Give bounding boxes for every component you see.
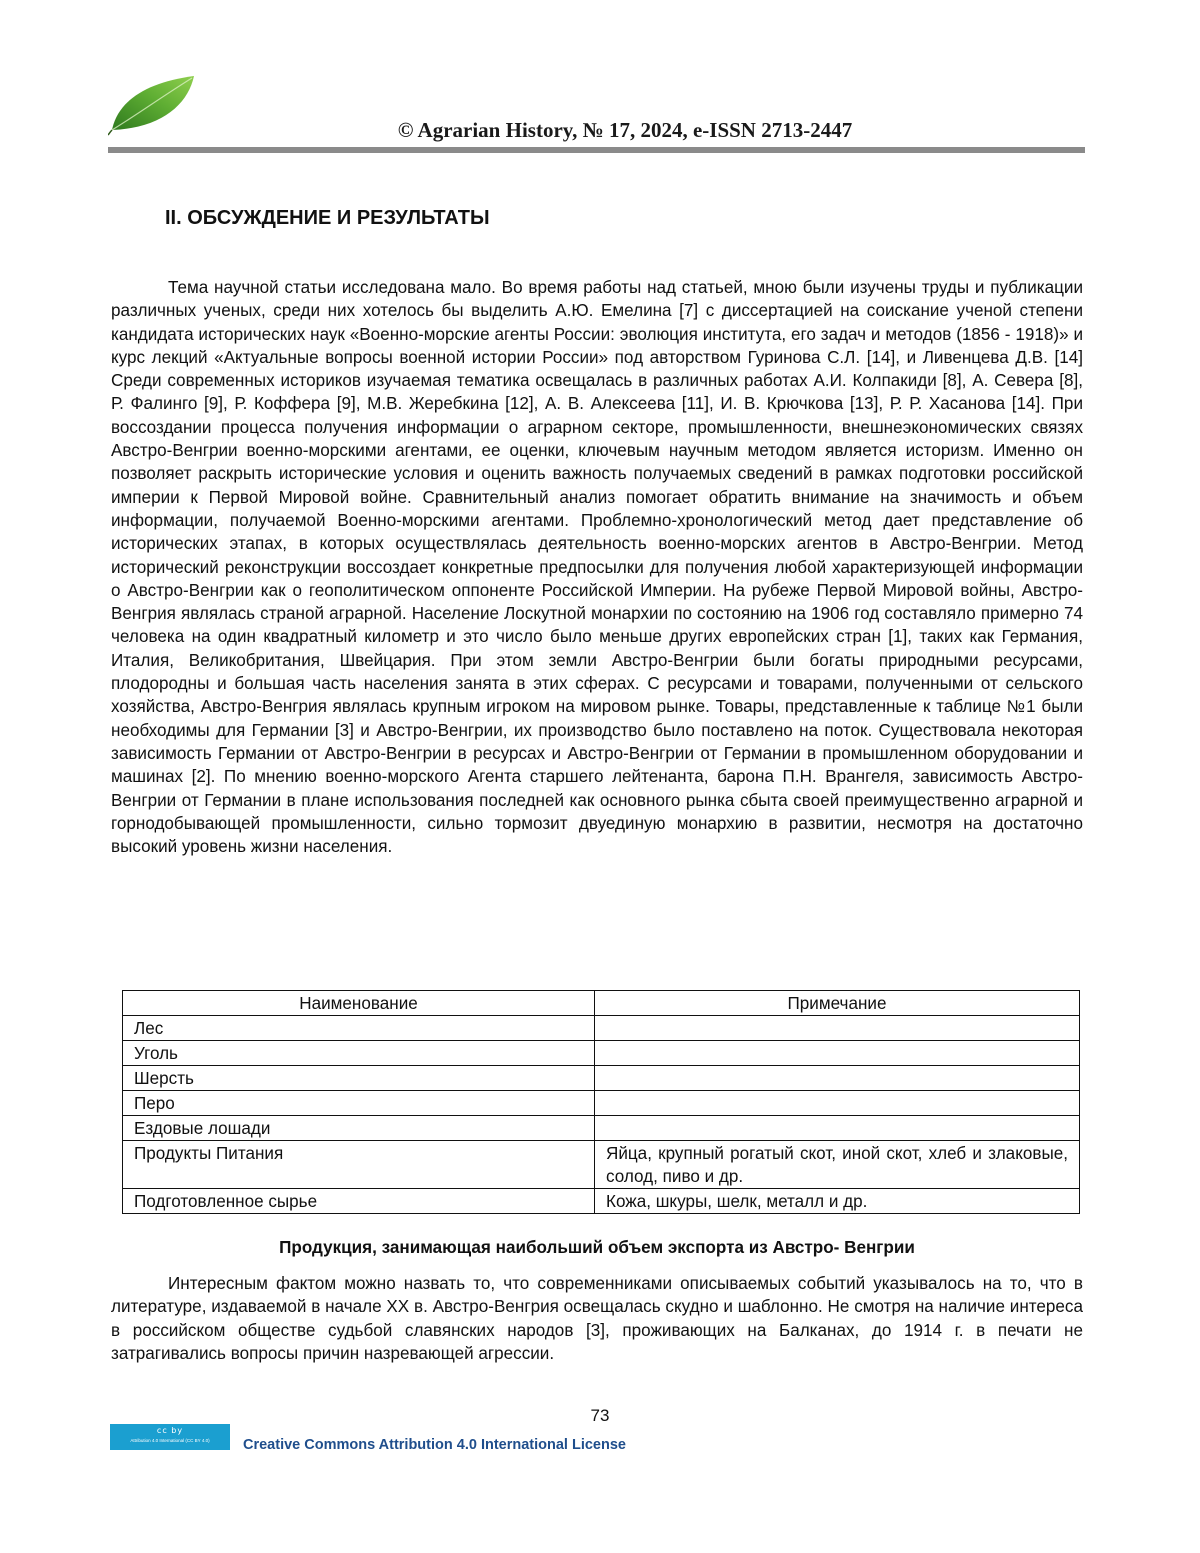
cc-badge-text: Attribution 4.0 International (CC BY 4.0): [130, 1438, 210, 1443]
table-cell-note: Яйца, крупный рогатый скот, иной скот, хлеб и злаковые, солод, пиво и др.: [595, 1141, 1080, 1189]
table-row: [123, 1116, 1080, 1141]
table-header-row: [123, 991, 1080, 1016]
table-header-name: Наименование: [123, 991, 595, 1016]
table-row: [123, 1041, 1080, 1066]
table-header-note: Примечание: [595, 991, 1080, 1016]
page-number: 73: [590, 1406, 610, 1425]
table-cell-name: Уголь: [123, 1041, 595, 1066]
green-leaf-icon: [108, 74, 198, 136]
table-row: [123, 1189, 1080, 1214]
table-caption: Продукция, занимающая наибольший объем экспорта из Австро- Венгрии: [279, 1238, 915, 1257]
table-cell-note: [595, 1091, 1080, 1116]
license-link[interactable]: Creative Commons Attribution 4.0 International License: [243, 1437, 626, 1453]
table-cell-name: Лес: [123, 1016, 595, 1041]
table-cell-note: [595, 1041, 1080, 1066]
section-heading: II. ОБСУЖДЕНИЕ И РЕЗУЛЬТАТЫ: [165, 207, 490, 229]
cc-by-icon: cc by: [156, 1426, 184, 1435]
table-cell-note: [595, 1116, 1080, 1141]
table-row: [123, 1141, 1080, 1189]
table-cell-note: [595, 1016, 1080, 1041]
body-paragraph-2: Интересным фактом можно назвать то, что современниками описываемых событий указывалось на то, что в литературе, издаваемой в начале XX в. Австро-Венгрия освещалась скудно и шаблонно. Не смотря на наличие интереса в российском обществе судьбой славянских народов [3], проживающих на Балканах, до 1914 г. в печати не затрагивались вопросы причин назревающей агрессии.: [111, 1274, 1083, 1363]
export-goods-table: [122, 990, 1080, 1214]
journal-title: © Agrarian History, № 17, 2024, e-ISSN 2713-2447: [397, 118, 853, 142]
table-row: [123, 1066, 1080, 1091]
table-row: [123, 1091, 1080, 1116]
cc-license-badge[interactable]: [110, 1424, 230, 1450]
header-divider: [108, 147, 1085, 153]
table-cell-note: [595, 1066, 1080, 1091]
table-cell-name: Шерсть: [123, 1066, 595, 1091]
table-cell-name: Ездовые лошади: [123, 1116, 595, 1141]
table-row: [123, 1016, 1080, 1041]
body-paragraph-1: Тема научной статьи исследована мало. Во время работы над статьей, мною были изучены труды и публикации различных ученых, среди них хотелось бы выделить А.Ю. Емелина [7] с диссертацией на соискание ученой степени кандидата исторических наук «Военно-морские агенты России: эволюция института, его задач и методов (1856 - 1918)» и курс лекций «Актуальные вопросы военной истории России» под авторством Гуринова С.Л. [14], и Ливенцева Д.В. [14] Среди современных историков изучаемая тематика освещалась в различных работах А.И. Колпакиди [8], А. Севера [8], Р. Фалинго [9], Р. Коффера [9], М.В. Жеребкина [12], А. В. Алексеева [11], И. В. Крючкова [13], Р. Р. Хасанова [14]. При воссоздании процесса получения информации о аграрном секторе, промышленности, внешнеэкономических связях Австро-Венгрии военно-морскими агентами, ее оценки, ключевым научным методом является историзм. Именно он позволяет раскрыть исторические условия и оценить важность получаемых сведений в рамках подготовки российской империи к Первой Мировой войне. Сравнительный анализ помогает обратить внимание на значимость и объем информации, получаемой Военно-морскими агентами. Проблемно-хронологический метод дает представление об исторических этапах, в которых осуществлялась деятельность военно-морских агентов в Австро-Венгрии. Метод исторический реконструкции воссоздает конкретные предпосылки для получения любой характеризующей информации о Австро-Венгрии как о геополитическом оппоненте Российской Империи. На рубеже Первой Мировой войны, Австро-Венгрия являлась страной аграрной. Население Лоскутной монархии по состоянию на 1906 год составляло примерно 74 человека на один квадратный километр и это число было меньше других европейских стран [1], таких как Германия, Италия, Великобритания, Швейцария. При этом земли Австро-Венгрии были богаты природными ресурсами, плодородны и большая часть населения занята в этих сферах. С ресурсами и товарами, полученными от сельского хозяйства, Австро-Венгрия являлась крупным игроком на мировом рынке. Товары, представленные к таблице №1 были необходимы для Германии [3] и Австро-Венгрии, их производство было поставлено на поток. Существовала некоторая зависимость Германии от Австро-Венгрии в ресурсах и Австро-Венгрии от Германии в промышленном оборудовании и машинах [2]. По мнению военно-морского Агента старшего лейтенанта, барона П.Н. Врангеля, зависимость Австро-Венгрии от Германии в плане использования последней как основного рынка сбыта своей преимущественно аграрной и горнодобывающей промышленности, сильно тормозит двуединую монархию в развитии, несмотря на достаточно высокий уровень жизни населения.: [111, 278, 1083, 857]
table-cell-name: Продукты Питания: [123, 1141, 595, 1189]
table-cell-note: Кожа, шкуры, шелк, металл и др.: [595, 1189, 1080, 1214]
table-cell-name: Подготовленное сырье: [123, 1189, 595, 1214]
table-cell-name: Перо: [123, 1091, 595, 1116]
